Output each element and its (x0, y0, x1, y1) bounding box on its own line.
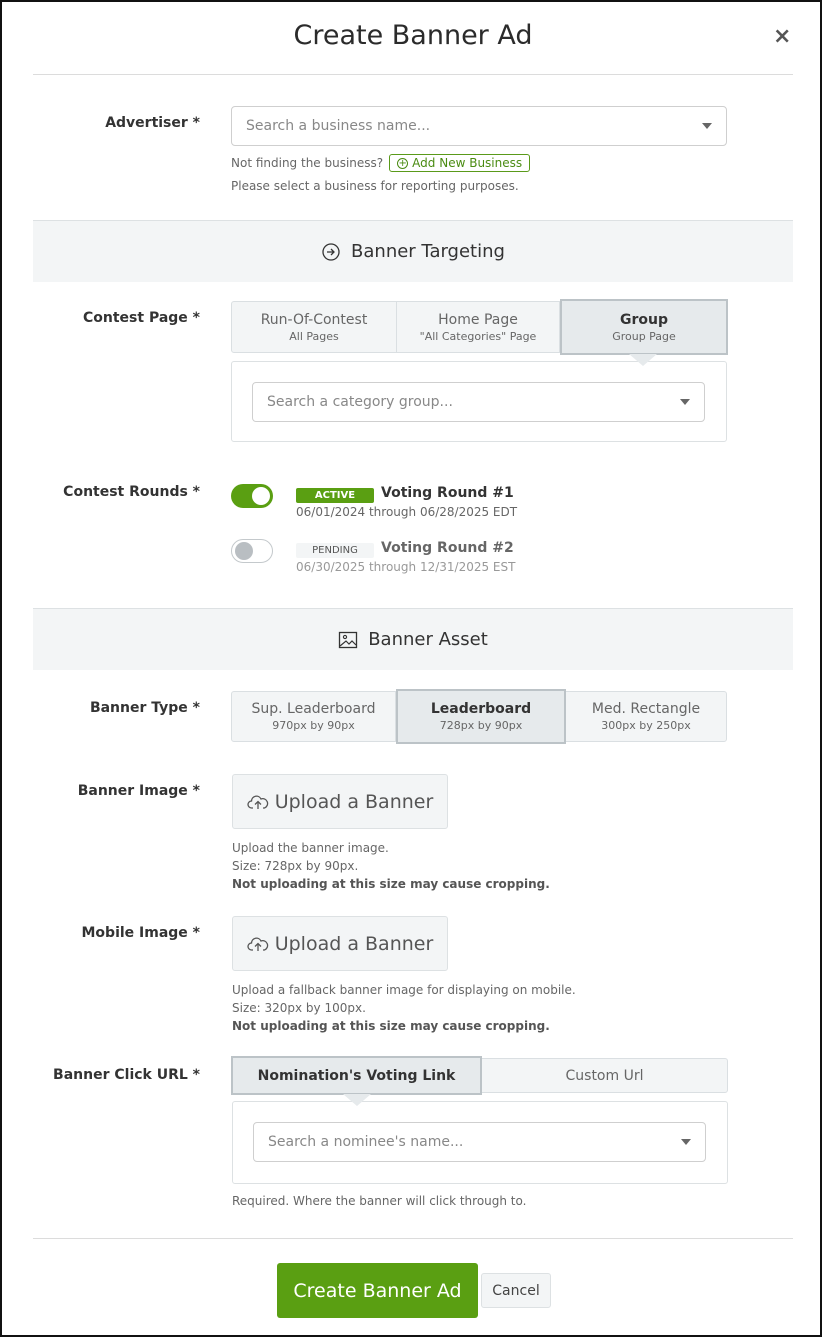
toggle-knob (252, 487, 270, 505)
cloud-upload-icon (247, 935, 269, 953)
cloud-upload-icon (247, 793, 269, 811)
arrow-circle-right-icon (321, 242, 341, 262)
toggle-knob (235, 542, 253, 560)
upload-banner-button[interactable] (232, 774, 448, 829)
chevron-down-icon (680, 399, 690, 405)
click-url-label: Banner Click URL * (53, 1067, 200, 1083)
option-title: Leaderboard (430, 701, 532, 717)
category-group-select[interactable] (252, 382, 705, 422)
upload-label: Upload a Banner (274, 790, 434, 813)
help-line: Upload a fallback banner image for displaying on mobile. (232, 983, 576, 997)
option-title: Nomination's Voting Link (257, 1067, 456, 1084)
banner-type-med-rectangle[interactable] (566, 692, 726, 741)
chevron-down-icon (702, 123, 712, 129)
contest-page-option-group[interactable] (560, 299, 728, 355)
click-url-help: Required. Where the banner will click through to. (232, 1194, 527, 1208)
contest-page-selector (231, 301, 727, 353)
help-line: Size: 320px by 100px. (232, 1001, 366, 1015)
option-subtitle: Group Page (612, 329, 676, 343)
round-2-toggle[interactable] (231, 539, 273, 563)
click-url-option-voting-link[interactable] (231, 1056, 482, 1095)
selected-pointer (629, 354, 657, 366)
close-icon[interactable]: × (773, 24, 792, 49)
round-1-toggle[interactable] (231, 484, 273, 508)
banner-type-leaderboard[interactable] (396, 689, 566, 744)
advertiser-placeholder: Search a business name... (246, 118, 431, 134)
help-warning: Not uploading at this size may cause cropping. (232, 1019, 550, 1033)
mobile-image-help (232, 981, 576, 1035)
nominee-select[interactable] (253, 1122, 706, 1162)
section-title: Banner Targeting (351, 241, 505, 262)
advertiser-select[interactable] (231, 106, 727, 146)
round-2-dates: 06/30/2025 through 12/31/2025 EST (296, 560, 516, 574)
contest-page-label: Contest Page * (83, 310, 200, 326)
option-subtitle: 300px by 250px (601, 719, 691, 732)
option-title: Home Page (438, 311, 518, 328)
section-banner-asset (33, 608, 793, 670)
option-title: Custom Url (565, 1067, 644, 1084)
section-title: Banner Asset (368, 629, 488, 650)
banner-image-help (232, 839, 550, 893)
dialog-title: Create Banner Ad (293, 20, 533, 51)
help-line: Size: 728px by 90px. (232, 859, 359, 873)
banner-type-selector (231, 691, 727, 742)
divider (33, 1238, 793, 1239)
banner-type-label: Banner Type * (89, 700, 200, 716)
mobile-image-label: Mobile Image * (81, 925, 200, 941)
option-title: Med. Rectangle (591, 701, 701, 717)
create-banner-ad-button[interactable]: Create Banner Ad (277, 1263, 478, 1318)
option-subtitle: All Pages (289, 329, 339, 343)
option-subtitle: 728px by 90px (439, 719, 523, 732)
banner-type-sup-leaderboard[interactable] (232, 692, 396, 741)
contest-rounds-label: Contest Rounds * (63, 484, 200, 500)
option-title: Run-Of-Contest (260, 311, 368, 328)
upload-label: Upload a Banner (274, 932, 434, 955)
not-finding-text: Not finding the business? (231, 156, 384, 170)
advertiser-label: Advertiser * (105, 115, 200, 131)
cancel-button[interactable]: Cancel (481, 1273, 551, 1308)
contest-page-option-home-page[interactable] (397, 302, 560, 352)
round-2-name: Voting Round #2 (381, 540, 514, 556)
option-title: Group (619, 311, 668, 328)
category-group-placeholder: Search a category group... (267, 394, 453, 410)
upload-mobile-banner-button[interactable] (232, 916, 448, 971)
round-1-dates: 06/01/2024 through 06/28/2025 EDT (296, 505, 518, 519)
chevron-down-icon (681, 1139, 691, 1145)
status-badge-pending: PENDING (296, 543, 374, 558)
click-url-option-custom-url[interactable] (482, 1059, 727, 1092)
plus-circle-icon: + (398, 157, 407, 169)
contest-page-option-run-of-contest[interactable] (232, 302, 397, 352)
selected-pointer (343, 1094, 371, 1106)
click-url-selector (231, 1058, 728, 1093)
option-title: Sup. Leaderboard (251, 701, 376, 717)
round-1-name: Voting Round #1 (381, 485, 514, 501)
help-line: Upload the banner image. (232, 841, 389, 855)
banner-image-label: Banner Image * (77, 783, 200, 799)
add-new-business-label: Add New Business (412, 156, 523, 170)
section-banner-targeting (33, 220, 793, 282)
option-subtitle: "All Categories" Page (419, 329, 537, 343)
advertiser-help: Please select a business for reporting purposes. (231, 179, 519, 193)
help-warning: Not uploading at this size may cause cropping. (232, 877, 550, 891)
status-badge-active: ACTIVE (296, 488, 374, 503)
image-icon (338, 631, 358, 649)
advertiser-hint (231, 154, 530, 172)
add-new-business-button[interactable] (389, 154, 530, 172)
option-subtitle: 970px by 90px (272, 719, 355, 732)
divider (33, 74, 793, 75)
nominee-placeholder: Search a nominee's name... (268, 1134, 464, 1150)
